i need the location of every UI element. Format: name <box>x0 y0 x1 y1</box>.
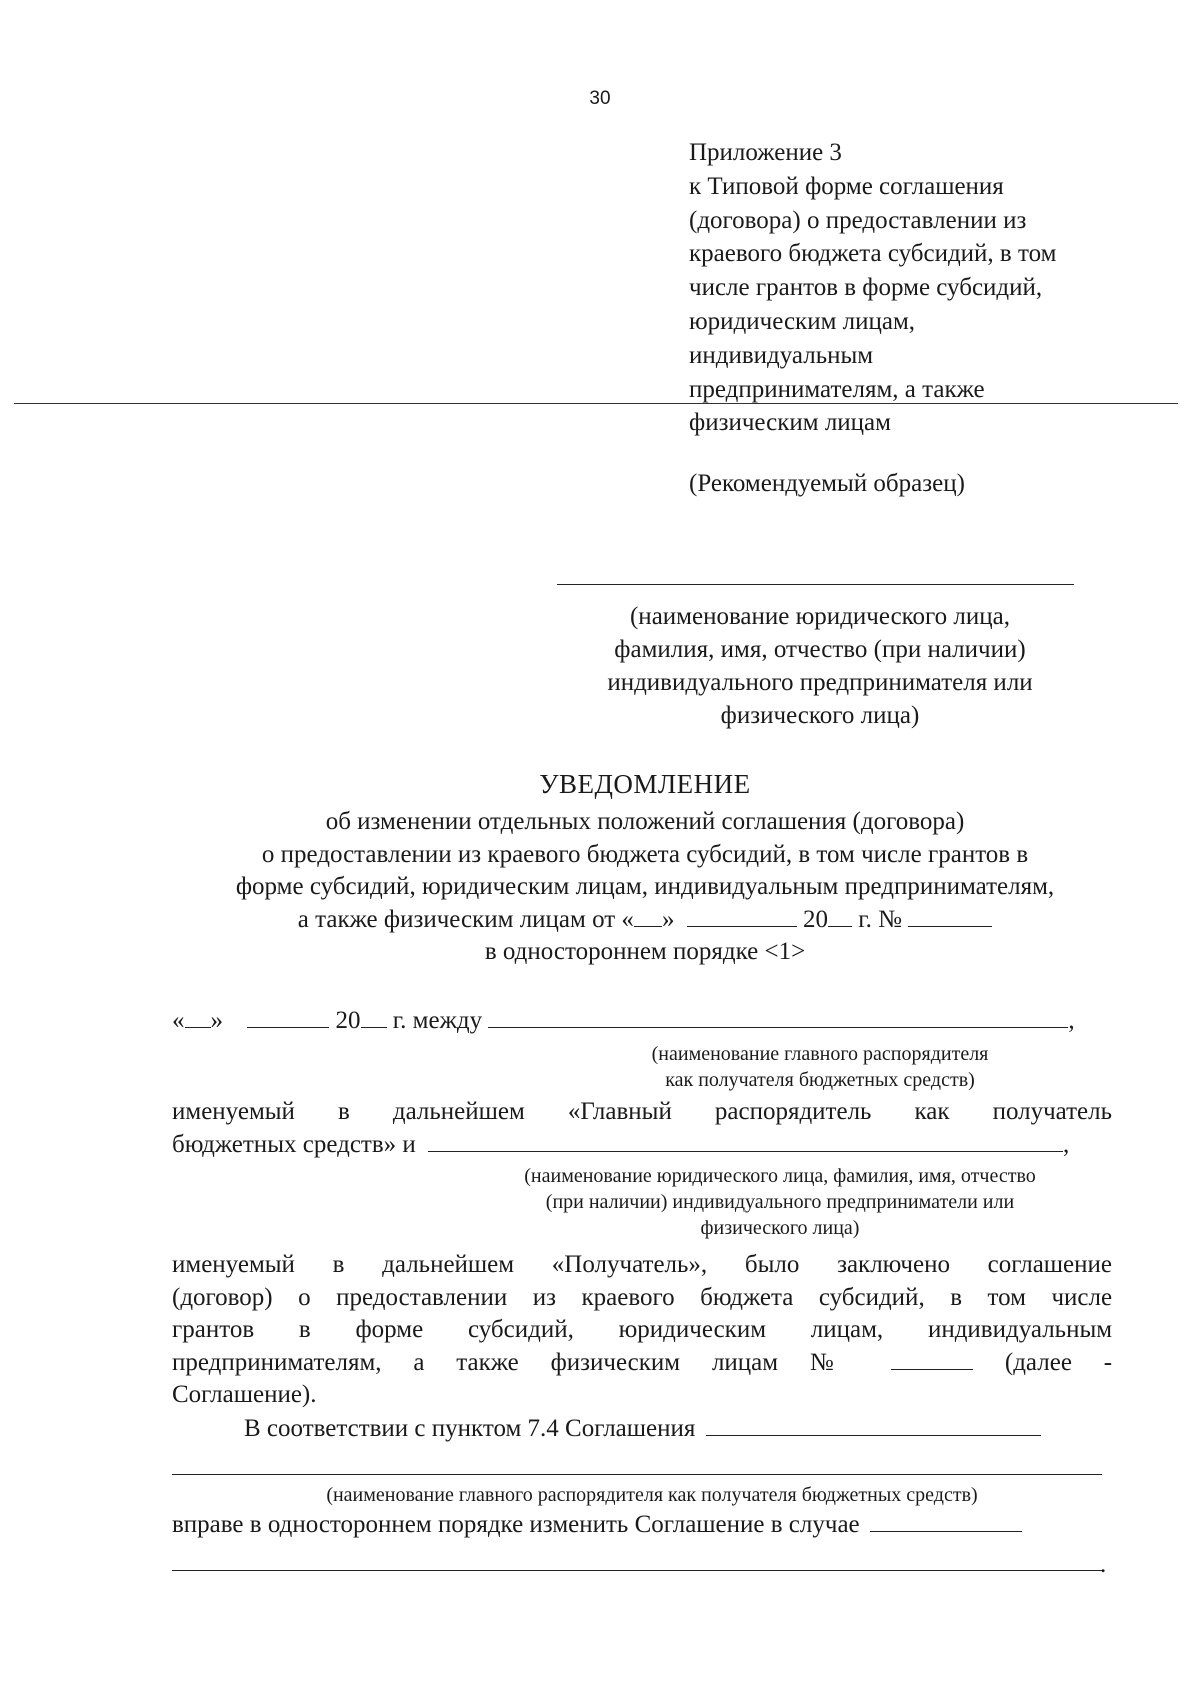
recipient-name-blank <box>428 1129 1063 1152</box>
number-blank <box>908 904 992 927</box>
subtitle-date-line: а также физическим лицам от « » 20 г. № <box>120 904 1170 937</box>
appendix-line: юридическим лицам, <box>689 307 916 335</box>
para-line: В соответствии с пунктом 7.4 Соглашения <box>172 1413 1112 1446</box>
main-distributor-caption-2: (наименование главного распорядителя как получателя бюджетных средств) <box>326 1484 978 1506</box>
day-blank <box>634 904 662 927</box>
paragraph-agreement <box>172 1249 1112 1412</box>
page-number: 30 <box>589 88 611 109</box>
month-blank <box>247 1005 329 1028</box>
scan-rule <box>14 403 1178 404</box>
para-line: предпринимателям, а также физическим лицам № (далее - <box>172 1348 1113 1376</box>
appendix-line: к Типовой форме соглашения <box>689 172 1004 200</box>
appendix-header <box>689 136 1149 440</box>
paragraph-unilateral <box>172 1509 1112 1542</box>
para-line: вправе в одностороннем порядке изменить Соглашение в случае <box>172 1509 1112 1542</box>
case-blank <box>870 1509 1022 1532</box>
month-blank <box>687 904 797 927</box>
subtitle-line: в одностороннем порядке <1> <box>484 938 806 965</box>
appendix-line: (договора) о предоставлении из <box>689 206 1027 234</box>
main-distributor-caption <box>560 1041 1080 1093</box>
subtitle-line: форме субсидий, юридическим лицам, индивидуальным предпринимателям, <box>235 873 1055 900</box>
subtitle-line: о предоставлении из краевого бюджета субсидий, в том числе грантов в <box>261 840 1029 868</box>
recipient-caption-2 <box>455 1163 1105 1241</box>
document-subtitle <box>120 806 1170 969</box>
para-line: (договор) о предоставлении из краевого бюджета субсидий, в том числе <box>172 1283 1113 1311</box>
main-distributor-blank-full <box>172 1474 1102 1475</box>
appendix-line: Приложение 3 <box>689 139 842 166</box>
main-distributor-blank <box>488 1005 1068 1028</box>
year-blank <box>361 1005 387 1028</box>
para-line: именуемый в дальнейшем «Получатель», было заключено соглашение <box>172 1251 1113 1278</box>
paragraph-main-distributor <box>172 1096 1112 1161</box>
caption-line: (при наличии) индивидуального предприниматели или <box>545 1191 1015 1213</box>
caption-line: физического лица) <box>700 1217 860 1239</box>
recipient-caption <box>540 600 1100 732</box>
agreement-number-blank <box>891 1347 973 1370</box>
subtitle-line: об изменении отдельных положений соглашения (договора) <box>325 808 965 835</box>
recommended-sample-label: (Рекомендуемый образец) <box>689 470 965 497</box>
caption-line: (наименование главного распорядителя <box>651 1043 989 1065</box>
appendix-line: краевого бюджета субсидий, в том <box>689 240 1057 268</box>
appendix-line: предпринимателям, а также <box>689 375 985 403</box>
caption-line: индивидуального предпринимателя или <box>607 669 1033 696</box>
para-line: именуемый в дальнейшем «Главный распорядитель как получатель <box>172 1098 1113 1125</box>
recipient-blank-line <box>557 584 1074 585</box>
para-line: бюджетных средств» и , <box>172 1130 1070 1158</box>
main-distributor-blank-2 <box>706 1413 1041 1436</box>
case-blank-full <box>172 1570 1102 1571</box>
paragraph-point-7-4 <box>172 1413 1112 1446</box>
year-blank <box>828 904 852 927</box>
caption-line: (наименование юридического лица, фамилия, имя, отчество <box>524 1165 1036 1187</box>
para-line: грантов в форме субсидий, юридическим лицам, индивидуальным <box>172 1316 1113 1344</box>
appendix-line: индивидуальным <box>689 341 874 369</box>
caption-line: фамилия, имя, отчество (при наличии) <box>614 636 1026 663</box>
caption-line: как получателя бюджетных средств) <box>665 1069 975 1091</box>
document-title: УВЕДОМЛЕНИЕ <box>539 769 751 799</box>
caption-line: (наименование юридического лица, <box>629 603 1011 630</box>
appendix-line: физическим лицам <box>689 409 891 437</box>
final-period: . <box>1100 1551 1107 1578</box>
appendix-line: числе грантов в форме субсидий, <box>689 274 1043 302</box>
agreement-date-row: « » 20 г. между , <box>172 1007 1075 1034</box>
day-blank <box>185 1005 211 1028</box>
caption-line: физического лица) <box>720 702 920 729</box>
para-line: Соглашение). <box>172 1381 317 1409</box>
